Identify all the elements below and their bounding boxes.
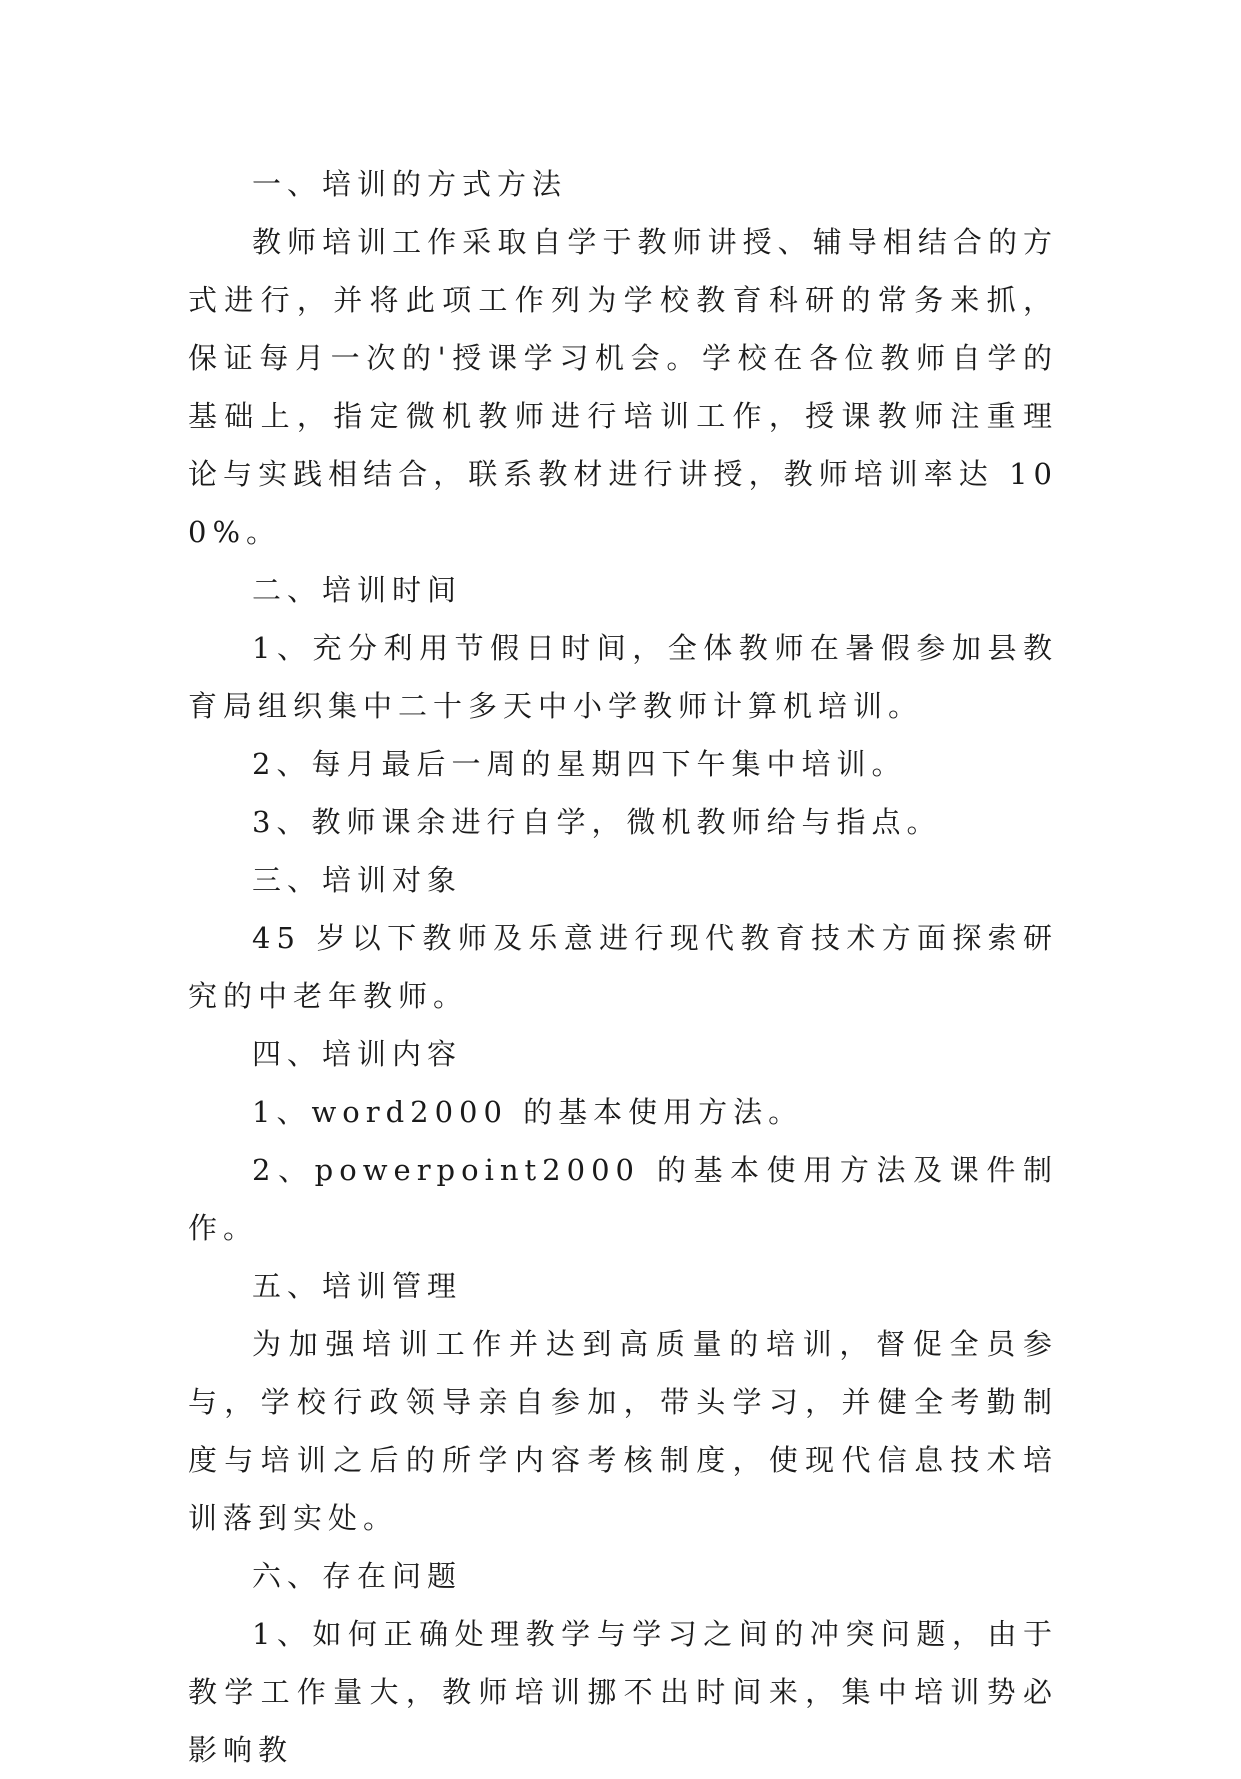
paragraph-methods: 教师培训工作采取自学于教师讲授、辅导相结合的方式进行，并将此项工作列为学校教育科研的常务来抓，保证每月一次的'授课学习机会。学校在各位教师自学的基础上，指定微机教师进行培训工作，授课教师注重理论与实践相结合，联系教材进行讲授，教师培训率达 100%。 [188,225,1058,549]
paragraph-content-2: 2、powerpoint2000 的基本使用方法及课件制作。 [188,1153,1058,1245]
section-heading-issues: 六、存在问题 [252,1559,463,1593]
paragraph-content-1: 1、word2000 的基本使用方法。 [252,1095,804,1129]
paragraph-time-3: 3、教师课余进行自学，微机教师给与指点。 [252,805,942,839]
section-heading-time: 二、培训时间 [252,573,463,607]
section-heading-audience: 三、培训对象 [252,863,463,897]
document-body [188,155,1058,1779]
section-heading-content: 四、培训内容 [252,1037,463,1071]
section-heading-management: 五、培训管理 [252,1269,463,1303]
paragraph-issues-1: 1、如何正确处理教学与学习之间的冲突问题，由于教学工作量大，教师培训挪不出时间来，集中培训势必影响教 [188,1617,1058,1767]
paragraph-management: 为加强培训工作并达到高质量的培训，督促全员参与，学校行政领导亲自参加，带头学习，并健全考勤制度与培训之后的所学内容考核制度，使现代信息技术培训落到实处。 [188,1327,1058,1535]
paragraph-time-1: 1、充分利用节假日时间，全体教师在暑假参加县教育局组织集中二十多天中小学教师计算机培训。 [188,631,1058,723]
section-heading-methods: 一、培训的方式方法 [252,167,568,201]
paragraph-time-2: 2、每月最后一周的星期四下午集中培训。 [252,747,907,781]
paragraph-audience: 45 岁以下教师及乐意进行现代教育技术方面探索研究的中老年教师。 [188,921,1058,1013]
